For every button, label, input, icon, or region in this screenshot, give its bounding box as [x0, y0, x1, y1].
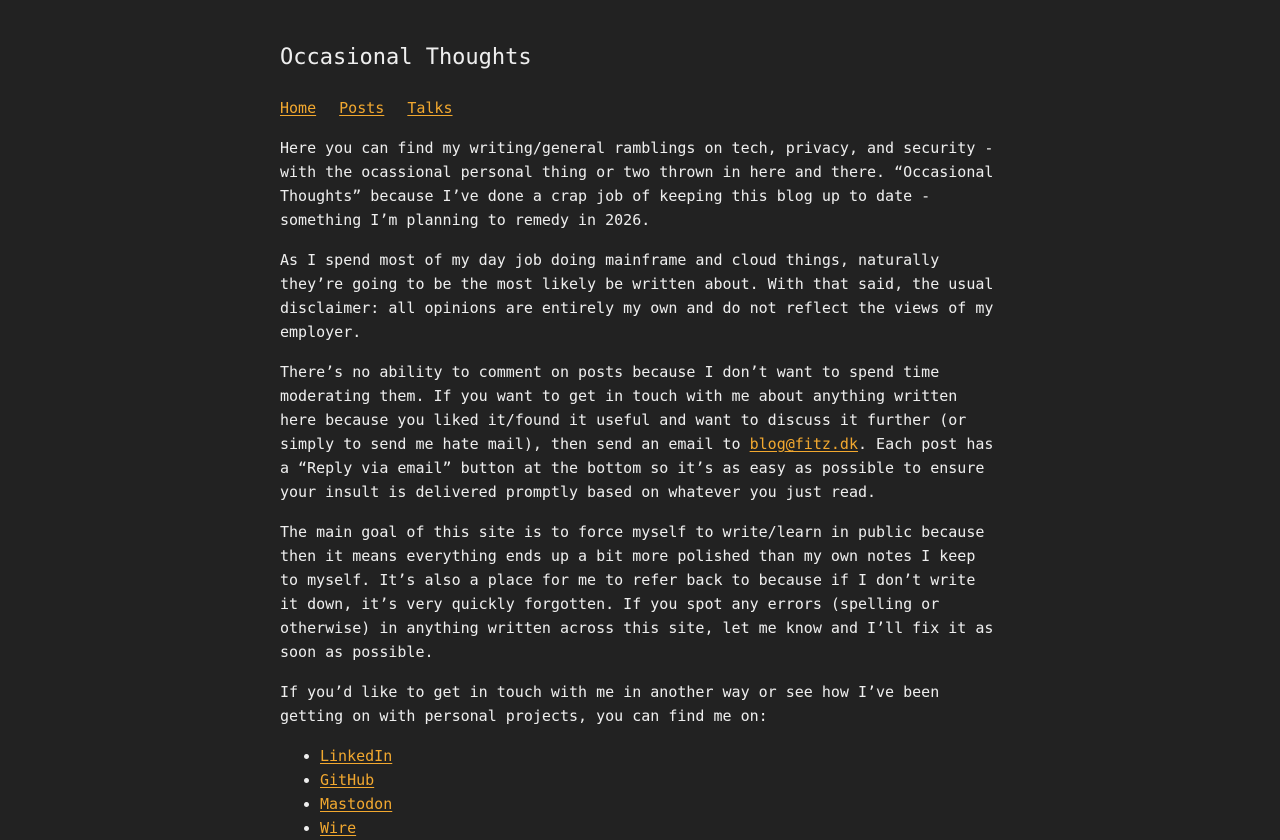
email-link[interactable]: blog@fitz.dk [749, 435, 858, 453]
social-links-list [280, 744, 1002, 840]
list-item [320, 792, 1002, 816]
intro-paragraph-3 [280, 360, 1002, 504]
paragraph-3-text-start: There’s no ability to comment on posts because I don’t want to spend time moderating them. If you want to get in touch with me about anything written here because you liked it/found it useful and want to discuss it further (or simply to send me hate mail), then send an email to [280, 363, 967, 453]
main-nav [280, 96, 1002, 120]
github-link[interactable]: GitHub [320, 771, 375, 789]
mastodon-link[interactable]: Mastodon [320, 795, 393, 813]
intro-paragraph-5: If you’d like to get in touch with me in another way or see how I’ve been getting on with personal projects, you can find me on: [280, 683, 940, 725]
intro-paragraph-2: As I spend most of my day job doing mainframe and cloud things, naturally they’re going to be the most likely be written about. With that said, the usual disclaimer: all opinions are entirely my own and do not reflect the views of my employer. [280, 251, 994, 341]
nav-link-posts[interactable]: Posts [339, 99, 385, 117]
wire-link[interactable]: Wire [320, 819, 357, 837]
nav-link-home[interactable]: Home [280, 99, 317, 117]
list-item [320, 768, 1002, 792]
site-title: Occasional Thoughts [280, 45, 532, 70]
paragraph-3-text-end: . Each post has a “Reply via email” button at the bottom so it’s as easy as possible to ensure your insult is delivered promptly based on whatever you just read. [280, 435, 994, 501]
list-item [320, 816, 1002, 840]
nav-link-talks[interactable]: Talks [407, 99, 453, 117]
linkedin-link[interactable]: LinkedIn [320, 747, 393, 765]
list-item [320, 744, 1002, 768]
intro-paragraph-1: Here you can find my writing/general ramblings on tech, privacy, and security - with the ocassional personal thing or two thrown in here and there. “Occasional Thoughts” because I’ve done a crap job of keeping this blog up to date - something I’m planning to remedy in 2026. [280, 139, 994, 229]
page-container [280, 40, 1002, 840]
intro-paragraph-4: The main goal of this site is to force myself to write/learn in public because then it means everything ends up a bit more polished than my own notes I keep to myself. It’s also a place for me to refer back to because if I don’t write it down, it’s very quickly forgotten. If you spot any errors (spelling or otherwise) in anything written across this site, let me know and I’ll fix it as soon as possible. [280, 523, 994, 661]
